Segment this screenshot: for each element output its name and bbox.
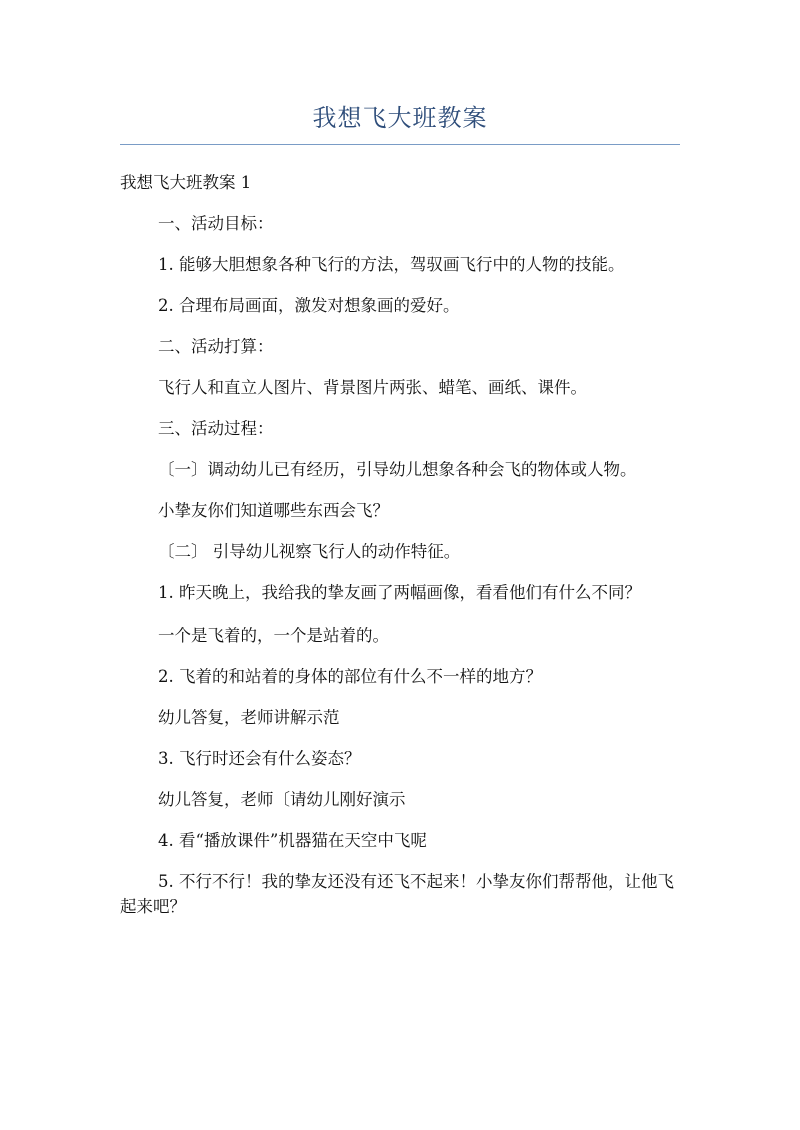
paragraph: 2. 飞着的和站着的身体的部位有什么不一样的地方？ [158, 667, 542, 686]
paragraph: 〔二〕 引导幼儿视察飞行人的动作特征。 [158, 542, 461, 561]
document-title: 我想飞大班教案 [312, 104, 488, 132]
title-divider [120, 144, 680, 145]
paragraph: 3. 飞行时还会有什么姿态？ [158, 749, 361, 768]
paragraph: 幼儿答复，老师讲解示范 [158, 708, 340, 727]
paragraph: 2. 合理布局画面，激发对想象画的爱好。 [158, 296, 460, 315]
paragraph: 一个是飞着的，一个是站着的。 [158, 626, 389, 645]
paragraph: 4. 看“播放课件”机器猫在天空中飞呢 [158, 831, 427, 850]
paragraph: 小挚友你们知道哪些东西会飞？ [158, 501, 389, 520]
paragraph: 飞行人和直立人图片、背景图片两张、蜡笔、画纸、课件。 [158, 378, 587, 397]
paragraph: 幼儿答复，老师〔请幼儿刚好演示 [158, 790, 406, 809]
paragraph: 一、活动目标： [158, 214, 274, 233]
document-body [120, 170, 680, 937]
paragraph: 5. 不行不行！我的挚友还没有还飞不起来！小挚友你们帮帮他，让他飞起来吧？ [120, 872, 674, 916]
section-heading: 我想飞大班教案 1 [120, 173, 252, 192]
paragraph: 1. 能够大胆想象各种飞行的方法，驾驭画飞行中的人物的技能。 [158, 255, 625, 274]
paragraph: 三、活动过程： [158, 419, 274, 438]
paragraph: 二、活动打算： [158, 337, 274, 356]
paragraph: 〔一〕调动幼儿已有经历，引导幼儿想象各种会飞的物体或人物。 [158, 460, 637, 479]
paragraph: 1. 昨天晚上，我给我的挚友画了两幅画像，看看他们有什么不同？ [158, 583, 641, 602]
